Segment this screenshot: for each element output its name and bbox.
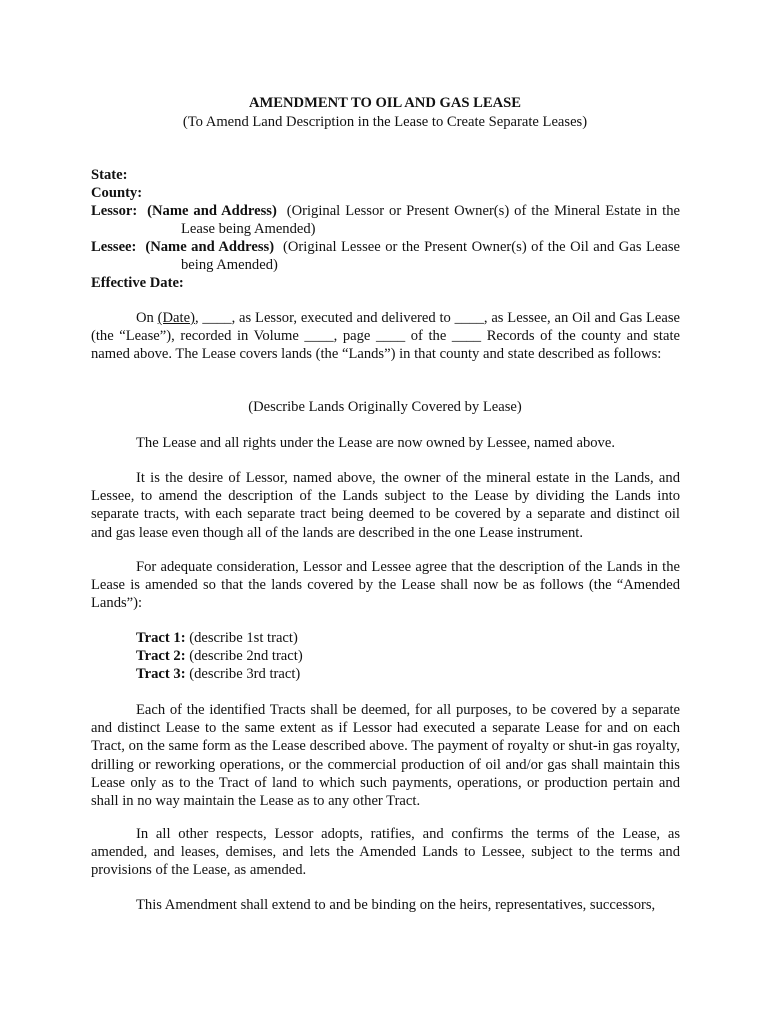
tract-label: Tract 1: xyxy=(136,630,186,646)
paragraph-6: In all other respects, Lessor adopts, ratifies, and confirms the terms of the Lease, as amended, and leases, demises, and lets the Amended Lands to Lessee, subject to the terms and provisions of the Lease, as amended. xyxy=(91,826,680,879)
paragraph-2: The Lease and all rights under the Lease are now owned by Lessee, named above. xyxy=(136,435,615,451)
tract-label: Tract 3: xyxy=(136,666,186,682)
tract-item xyxy=(136,647,303,665)
paragraph-1 xyxy=(91,309,680,364)
document-title: AMENDMENT TO OIL AND GAS LEASE xyxy=(248,95,522,111)
paragraph-3: It is the desire of Lessor, named above, the owner of the mineral estate in the Lands, and Lessee, to amend the description of the Lands subject to the Lease by dividing the Lands into separate tracts, with each separate tract being deemed to be covered by a separate and distinct oil and gas lease even though all of the lands are described in the one Lease instrument. xyxy=(91,470,680,541)
paragraph-7: This Amendment shall extend to and be binding on the heirs, representatives, successors, xyxy=(136,897,656,913)
tract-text: (describe 3rd tract) xyxy=(185,666,301,682)
paragraph-5: Each of the identified Tracts shall be deemed, for all purposes, to be covered by a separate and distinct Lease to the same extent as if Lessor had executed a separate Lease for and on each Tract, on the same form as the Lease described above. The payment of royalty or shut-in gas royalty, drilling or reworking operations, or the commercial production of oil and/or gas shall maintain this Lease only as to the Tract of land to which such payments, operations, or production pertain and shall in no way maintain the Lease as to any other Tract. xyxy=(91,702,680,810)
para1-rest: , ____, as Lessor, executed and delivered to ____, as Lessee, an Oil and Gas Lease (the “Lease”), recorded in Volume ____, page ____ of the ____ Records of the county and state named above. The Lease covers lands (the “Lands”) in that county and state described as follows: xyxy=(91,310,680,363)
document-subtitle: (To Amend Land Description in the Lease to Create Separate Leases) xyxy=(182,114,588,130)
effective-date-field xyxy=(91,274,680,292)
lessor-label: Lessor: xyxy=(91,203,138,219)
lessee-field xyxy=(91,238,680,274)
effective-date-label: Effective Date: xyxy=(91,275,184,291)
county-field xyxy=(91,184,680,202)
lessee-text: (Original Lessee or the Present Owner(s) of the Oil and Gas Lease being Amended) xyxy=(181,239,680,274)
state-field xyxy=(91,166,680,184)
describe-lands: (Describe Lands Originally Covered by Lease) xyxy=(248,399,522,415)
lessor-field xyxy=(91,202,680,238)
tract-item xyxy=(136,665,300,683)
title-block xyxy=(0,94,770,132)
county-label: County: xyxy=(91,185,143,201)
tract-item xyxy=(136,629,298,647)
tract-label: Tract 2: xyxy=(136,648,186,664)
lessor-text: (Original Lessor or Present Owner(s) of the Mineral Estate in the Lease being Amended) xyxy=(181,203,680,238)
para1-date: (Date) xyxy=(157,310,195,326)
lessor-bold: (Name and Address) xyxy=(147,203,277,219)
lessee-bold: (Name and Address) xyxy=(145,239,275,255)
tract-text: (describe 2nd tract) xyxy=(185,648,303,664)
lessee-label: Lessee: xyxy=(91,239,137,255)
paragraph-4: For adequate consideration, Lessor and Lessee agree that the description of the Lands in the Lease is amended so that the lands covered by the Lease shall now be as follows (the “Amended Lands”): xyxy=(91,559,680,612)
para1-on: On xyxy=(136,310,158,326)
state-label: State: xyxy=(91,167,128,183)
tract-text: (describe 1st tract) xyxy=(185,630,298,646)
